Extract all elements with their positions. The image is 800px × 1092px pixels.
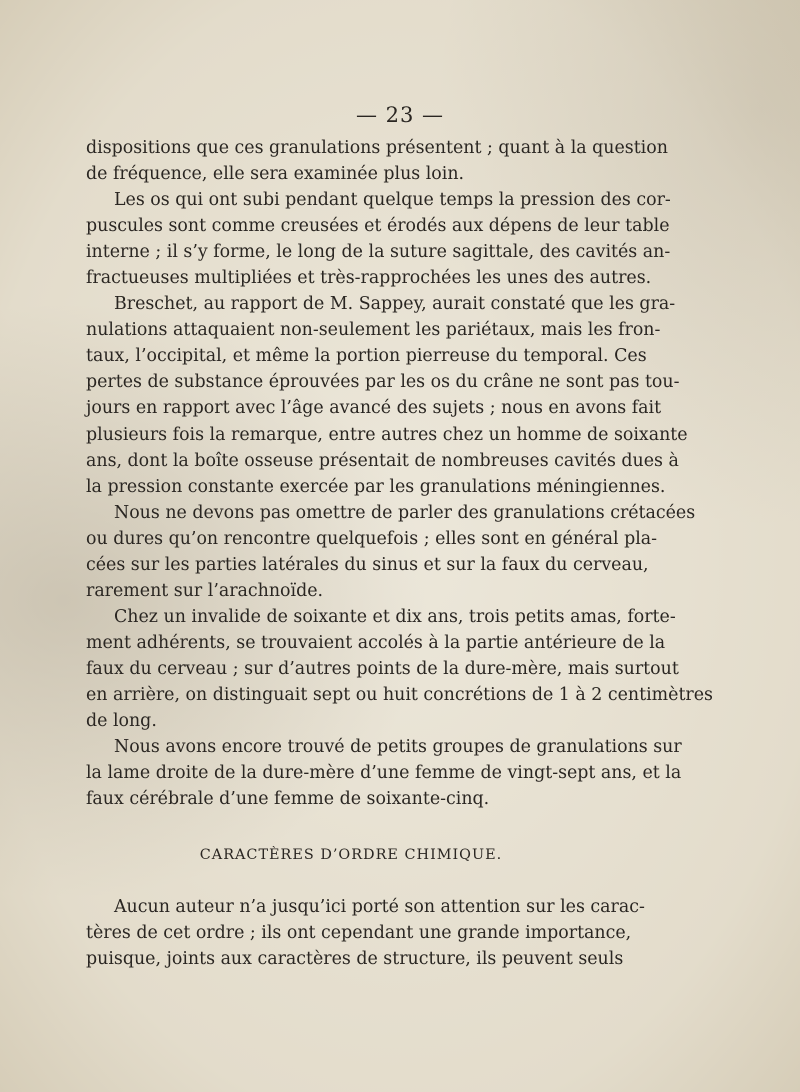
text-line: interne ; il s’y forme, le long de la suture sagittale, des cavités an-: [86, 242, 671, 263]
text-line: ou dures qu’on rencontre quelquefois ; elles sont en général pla-: [86, 528, 658, 549]
text-line: faux du cerveau ; sur d’autres points de la dure-mère, mais surtout: [86, 658, 679, 679]
text-line: Aucun auteur n’a jusqu’ici porté son attention sur les carac-: [114, 897, 645, 918]
text-line: en arrière, on distinguait sept ou huit concrétions de 1 à 2 centimètres: [86, 684, 713, 705]
text-line: la pression constante exercée par les granulations méningiennes.: [86, 476, 666, 497]
text-line: de fréquence, elle sera examinée plus loin.: [86, 164, 465, 185]
text-line: puisque, joints aux caractères de structure, ils peuvent seuls: [86, 949, 624, 970]
text-line: dispositions que ces granulations présentent ; quant à la question: [86, 138, 668, 158]
text-line: ans, dont la boîte osseuse présentait de nombreuses cavités dues à: [86, 450, 679, 471]
text-line: Les os qui ont subi pendant quelque temps la pression des cor-: [114, 190, 671, 211]
text-line: Nous avons encore trouvé de petits groupes de granulations sur: [114, 737, 682, 758]
text-line: pertes de substance éprouvées par les os du crâne ne sont pas tou-: [86, 372, 680, 393]
text-line: faux cérébrale d’une femme de soixante-cinq.: [86, 789, 490, 810]
text-line: Nous ne devons pas omettre de parler des granulations crétacées: [114, 502, 696, 523]
text-line: nulations attaquaient non-seulement les pariétaux, mais les fron-: [86, 320, 661, 341]
text-line: Chez un invalide de soixante et dix ans, trois petits amas, forte-: [114, 606, 676, 627]
text-line: plusieurs fois la remarque, entre autres chez un homme de soixante: [86, 424, 688, 445]
page-number: — 23 —: [355, 103, 445, 127]
text-line: ment adhérents, se trouvaient accolés à la partie antérieure de la: [86, 632, 666, 653]
text-line: jours en rapport avec l’âge avancé des sujets ; nous en avons fait: [86, 398, 662, 419]
text-line: de long.: [86, 711, 157, 732]
text-line: taux, l’occipital, et même la portion pierreuse du temporal. Ces: [86, 346, 647, 367]
text-line: Breschet, au rapport de M. Sappey, aurait constaté que les gra-: [114, 294, 676, 315]
text-line: puscules sont comme creusées et érodés aux dépens de leur table: [86, 216, 670, 237]
text-line: tères de cet ordre ; ils ont cependant une grande importance,: [86, 923, 632, 944]
text-line: fractueuses multipliées et très-rapprochées les unes des autres.: [86, 268, 652, 289]
section-heading: CARACTÈRES D’ORDRE CHIMIQUE.: [199, 847, 503, 864]
text-line: la lame droite de la dure-mère d’une femme de vingt-sept ans, et la: [86, 763, 682, 784]
text-line: rarement sur l’arachnoïde.: [86, 580, 324, 601]
body-text: [86, 135, 713, 972]
text-line: cées sur les parties latérales du sinus et sur la faux du cerveau,: [86, 554, 649, 575]
